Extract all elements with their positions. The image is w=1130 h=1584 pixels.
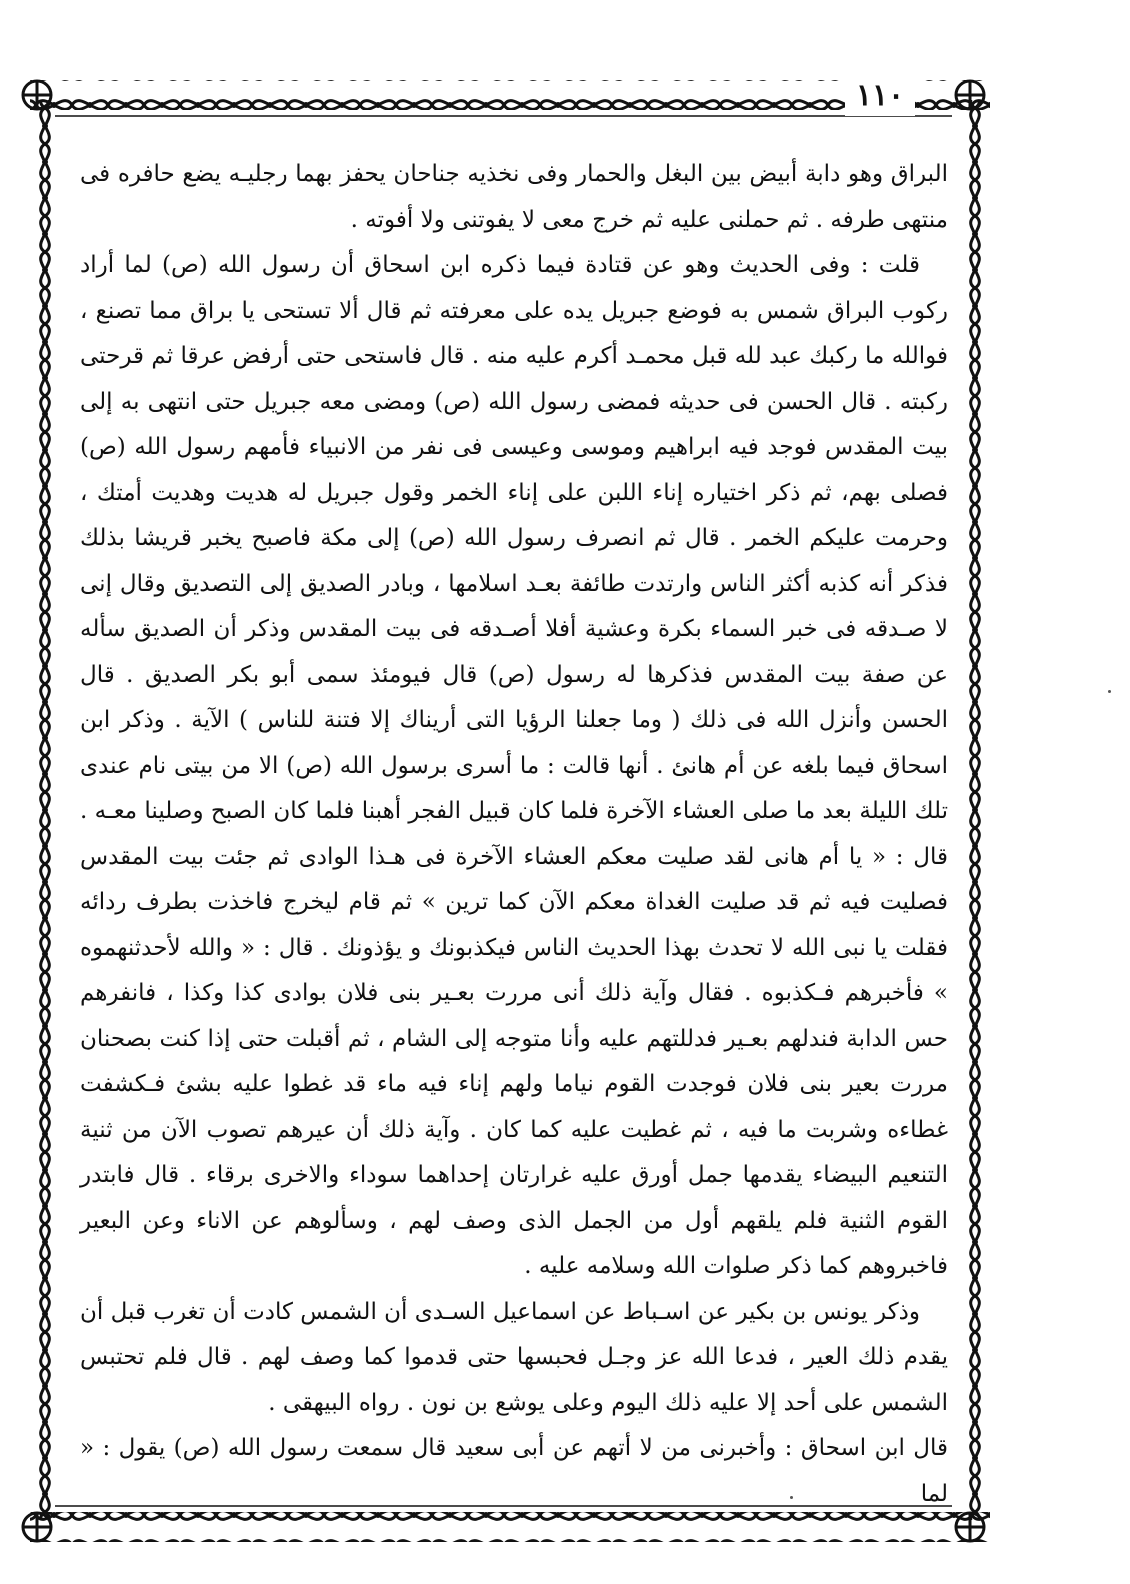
scan-speck (790, 1496, 793, 1499)
paragraph: قلت : وفى الحديث وهو عن قتادة فيما ذكره ابن اسحاق أن رسول الله (ص) لما أراد ركوب البراق شمس به فوضع جبريل يده على معرفته ثم قال ألا تستحى يا براق مما تصنع ، فوالله ما ركبك عبد لله قبل محمـد أكرم عليه منه . قال فاستحى حتى أرفض عرقا ثم قرحتى ركبته . قال الحسن فى حديثه فمضى رسول الله (ص) ومضى معه جبريل حتى انتهى به إلى بيت المقدس فوجد فيه ابراهيم وموسى وعيسى فى نفر من الانبياء فأمهم رسول الله (ص) فصلى بهم، ثم ذكر اختياره إناء اللبن على إناء الخمر وقول جبريل له هديت وهديت أمتك ، وحرمت عليكم الخمر . قال ثم انصرف رسول الله (ص) إلى مكة فاصبح يخبر قريشا بذلك فذكر أنه كذبه أكثر الناس وارتدت طائفة بعـد اسلامها ، وبادر الصديق إلى التصديق وقال إنى لا صـدقه فى خبر السماء بكرة وعشية أفلا أصـدقه فى بيت المقدس وذكر أن الصديق سأله عن صفة بيت المقدس فذكرها له رسول (ص) قال فيومئذ سمى أبو بكر الصديق . قال الحسن وأنزل الله فى ذلك ( وما جعلنا الرؤيا التى أريناك إلا فتنة للناس ) الآية . وذكر ابن اسحاق فيما بلغه عن أم هانئ . أنها قالت : ما أسرى برسول الله (ص) الا من بيتى نام عندى تلك الليلة بعد ما صلى العشاء الآخرة فلما كان قبيل الفجر أهبنا فلما كان الصبح وصلينا معـه . قال : « يا أم هانى لقد صليت معكم العشاء الآخرة فى هـذا الوادى ثم جئت بيت المقدس فصليت فيه ثم قد صليت الغداة معكم الآن كما ترين » ثم قام ليخرج فاخذت بطرف ردائه فقلت يا نبى الله لا تحدث بهذا الحديث الناس فيكذبونك و يؤذونك . قال : « والله لأحدثنهموه » فأخبرهم فـكذبوه . فقال وآية ذلك أنى مررت بعـير بنى فلان بوادى كذا وكذا ، فانفرهم حس الدابة فندلهم بعـير فدللتهم عليه وأنا متوجه إلى الشام ، ثم أقبلت حتى إذا كنت بصحنان مررت بعير بنى فلان فوجدت القوم نياما ولهم إناء فيه ماء قد غطوا عليه بشئ فـكشفت غطاءه وشربت ما فيه ، ثم غطيت عليه كما كان . وآية ذلك أن عيرهم تصوب الآن من ثنية التنعيم البيضاء يقدمها جمل أورق عليه غرارتان إحداهما سوداء والاخرى برقاء . قال فابتدر القوم الثنية فلم يلقهم أول من الجمل الذى وصف لهم ، وسألوهم عن الاناء وعن البعير فاخبروهم كما ذكر صلوات الله وسلامه عليه . (80, 252, 948, 1279)
border-left (22, 100, 52, 1520)
corner-ornament-bottom-right (956, 1513, 984, 1541)
paragraph: البراق وهو دابة أبيض بين البغل والحمار وفى نخذيه جناحان يحفز بهما رجليـه يضع حافره فى منتهى طرفه . ثم حملنى عليه ثم خرج معى لا يفوتنى ولا أفوته . (80, 161, 948, 233)
corner-ornament-bottom-left (23, 1513, 51, 1541)
border-right (955, 100, 985, 1520)
corner-ornament-top-left (23, 81, 51, 109)
page-number: ١١٠ (845, 76, 915, 116)
paragraph: قال ابن اسحاق : وأخبرنى من لا أتهم عن أبى سعيد قال سمعت رسول الله (ص) يقول : « لما (80, 1435, 948, 1507)
corner-ornament-top-right (956, 81, 984, 109)
body-text (80, 152, 948, 1507)
paragraph: وذكر يونس بن بكير عن اسـباط عن اسماعيل السـدى أن الشمس كادت أن تغرب قبل أن يقدم ذلك العير ، فدعا الله عز وجـل فحبسها حتى قدموا كما وصف لهم . قال فلم تحتبس الشمس على أحد إلا عليه ذلك اليوم وعلى يوشع بن نون . رواه البيهقى . (80, 1298, 948, 1416)
scan-speck (1108, 690, 1111, 693)
